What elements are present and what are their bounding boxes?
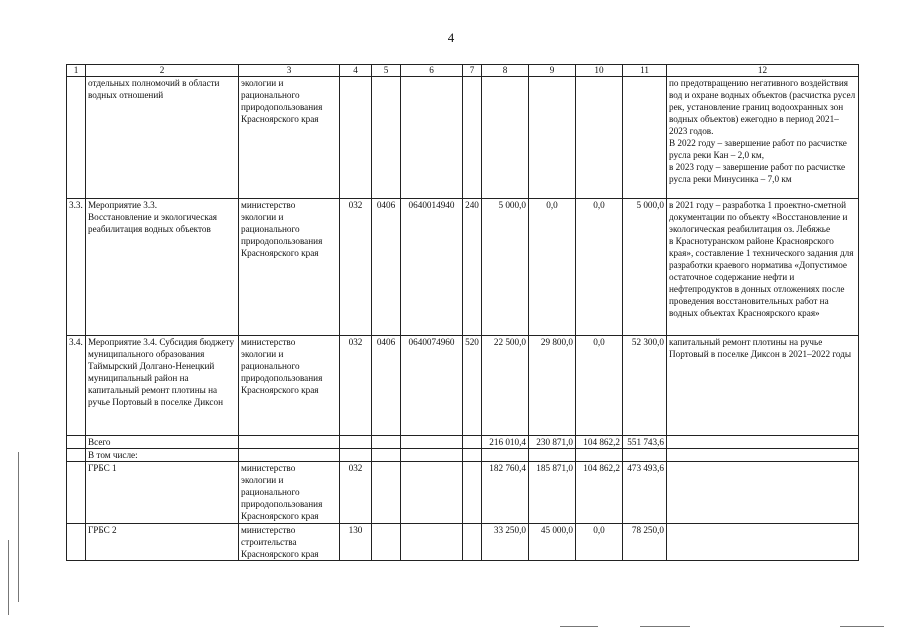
total-label: Всего (86, 436, 239, 449)
scan-edge-mark (8, 540, 9, 615)
amount-2022 (529, 77, 576, 199)
rzpr-code (372, 524, 401, 561)
expected-result (667, 436, 859, 449)
activity-name: Мероприятие 3.4. Субсидия бюджету муниципального образования Таймырский Долгано-Ненецкий муниципальный район на капитальный ремонт плотины на ручье Портовый в поселке Диксон (86, 336, 239, 436)
row-number (67, 449, 86, 462)
column-number: 6 (401, 65, 463, 77)
activity-name: Мероприятие 3.3. Восстановление и экологическая реабилитация водных объектов (86, 199, 239, 336)
vr-code (463, 77, 482, 199)
amount-2022: 230 871,0 (529, 436, 576, 449)
program-activities-table (66, 64, 859, 561)
amount-2022: 45 000,0 (529, 524, 576, 561)
table-row-grbs (67, 462, 859, 524)
amount-2021: 182 760,4 (482, 462, 529, 524)
column-number: 11 (623, 65, 667, 77)
grbs-code (340, 436, 372, 449)
grbs-code (340, 77, 372, 199)
including-label: В том числе: (86, 449, 239, 462)
amount-total (623, 449, 667, 462)
amount-2023 (576, 449, 623, 462)
csr-code: 0640014940 (401, 199, 463, 336)
executor (239, 449, 340, 462)
csr-code: 0640074960 (401, 336, 463, 436)
row-number: 3.3. (67, 199, 86, 336)
column-number: 8 (482, 65, 529, 77)
csr-code (401, 449, 463, 462)
amount-2023: 0,0 (576, 336, 623, 436)
column-number: 12 (667, 65, 859, 77)
executor (239, 436, 340, 449)
scan-edge-mark (840, 626, 884, 627)
executor: министерство экологии и рационального природопользования Красноярского края (239, 199, 340, 336)
page-number: 4 (447, 30, 455, 45)
rzpr-code (372, 436, 401, 449)
column-number: 10 (576, 65, 623, 77)
amount-2021: 33 250,0 (482, 524, 529, 561)
row-number (67, 436, 86, 449)
rzpr-code: 0406 (372, 336, 401, 436)
column-number: 1 (67, 65, 86, 77)
amount-2022: 0,0 (529, 199, 576, 336)
amount-total: 551 743,6 (623, 436, 667, 449)
csr-code (401, 524, 463, 561)
csr-code (401, 436, 463, 449)
table-row (67, 199, 859, 336)
amount-2021: 5 000,0 (482, 199, 529, 336)
column-number: 5 (372, 65, 401, 77)
amount-2023 (576, 77, 623, 199)
amount-2023: 104 862,2 (576, 436, 623, 449)
column-number-row (67, 65, 859, 77)
vr-code (463, 524, 482, 561)
row-number: 3.4. (67, 336, 86, 436)
amount-2023: 0,0 (576, 199, 623, 336)
scan-edge-mark (18, 452, 19, 602)
grbs-code (340, 449, 372, 462)
csr-code (401, 77, 463, 199)
amount-total: 5 000,0 (623, 199, 667, 336)
rzpr-code (372, 462, 401, 524)
amount-total: 52 300,0 (623, 336, 667, 436)
scan-edge-mark (640, 626, 690, 627)
amount-total: 473 493,6 (623, 462, 667, 524)
column-number: 3 (239, 65, 340, 77)
grbs-label: ГРБС 1 (86, 462, 239, 524)
rzpr-code (372, 77, 401, 199)
table-row-grbs (67, 524, 859, 561)
table-row (67, 77, 859, 199)
column-number: 7 (463, 65, 482, 77)
executor: министерство строительства Красноярского края (239, 524, 340, 561)
table-row-including (67, 449, 859, 462)
executor: экологии и рационального природопользования Красноярского края (239, 77, 340, 199)
csr-code (401, 462, 463, 524)
expected-result (667, 449, 859, 462)
grbs-code: 032 (340, 336, 372, 436)
amount-2023: 104 862,2 (576, 462, 623, 524)
expected-result: в 2021 году – разработка 1 проектно-сметной документации по объекту «Восстановление и экологическая реабилитация оз. Лебяжье в Краснотуранском районе Красноярского края», составление 1 технического задания для разработки краевого норматива «Допустимое остаточное содержание нефти и нефтепродуктов в донных отложениях после проведения восстановительных работ на водных объектах Красноярского края» (667, 199, 859, 336)
expected-result (667, 524, 859, 561)
amount-2023: 0,0 (576, 524, 623, 561)
column-number: 2 (86, 65, 239, 77)
amount-2022: 29 800,0 (529, 336, 576, 436)
grbs-code: 130 (340, 524, 372, 561)
amount-total (623, 77, 667, 199)
row-number (67, 524, 86, 561)
column-number: 4 (340, 65, 372, 77)
activity-name: отдельных полномочий в области водных отношений (86, 77, 239, 199)
expected-result (667, 462, 859, 524)
scan-edge-mark (560, 626, 598, 627)
row-number (67, 77, 86, 199)
grbs-label: ГРБС 2 (86, 524, 239, 561)
amount-2022 (529, 449, 576, 462)
amount-2022: 185 871,0 (529, 462, 576, 524)
column-number: 9 (529, 65, 576, 77)
row-number (67, 462, 86, 524)
vr-code (463, 462, 482, 524)
amount-2021: 22 500,0 (482, 336, 529, 436)
amount-2021 (482, 77, 529, 199)
table-row-total (67, 436, 859, 449)
expected-result: по предотвращению негативного воздействия вод и охране водных объектов (расчистка русел рек, установление границ водоохранных зон водных объектов) ежегодно в период 2021–2023 годов. В 2022 году – завершение работ по расчистке русла реки Кан – 2,0 км, в 2023 году – завершение работ по расчистке русла реки Минусинка – 7,0 км (667, 77, 859, 199)
amount-2021: 216 010,4 (482, 436, 529, 449)
executor: министерство экологии и рационального природопользования Красноярского края (239, 336, 340, 436)
vr-code (463, 449, 482, 462)
vr-code (463, 436, 482, 449)
grbs-code: 032 (340, 199, 372, 336)
vr-code: 240 (463, 199, 482, 336)
table-row (67, 336, 859, 436)
amount-2021 (482, 449, 529, 462)
executor: министерство экологии и рационального природопользования Красноярского края (239, 462, 340, 524)
rzpr-code (372, 449, 401, 462)
amount-total: 78 250,0 (623, 524, 667, 561)
grbs-code: 032 (340, 462, 372, 524)
vr-code: 520 (463, 336, 482, 436)
expected-result: капитальный ремонт плотины на ручье Портовый в поселке Диксон в 2021–2022 годы (667, 336, 859, 436)
rzpr-code: 0406 (372, 199, 401, 336)
